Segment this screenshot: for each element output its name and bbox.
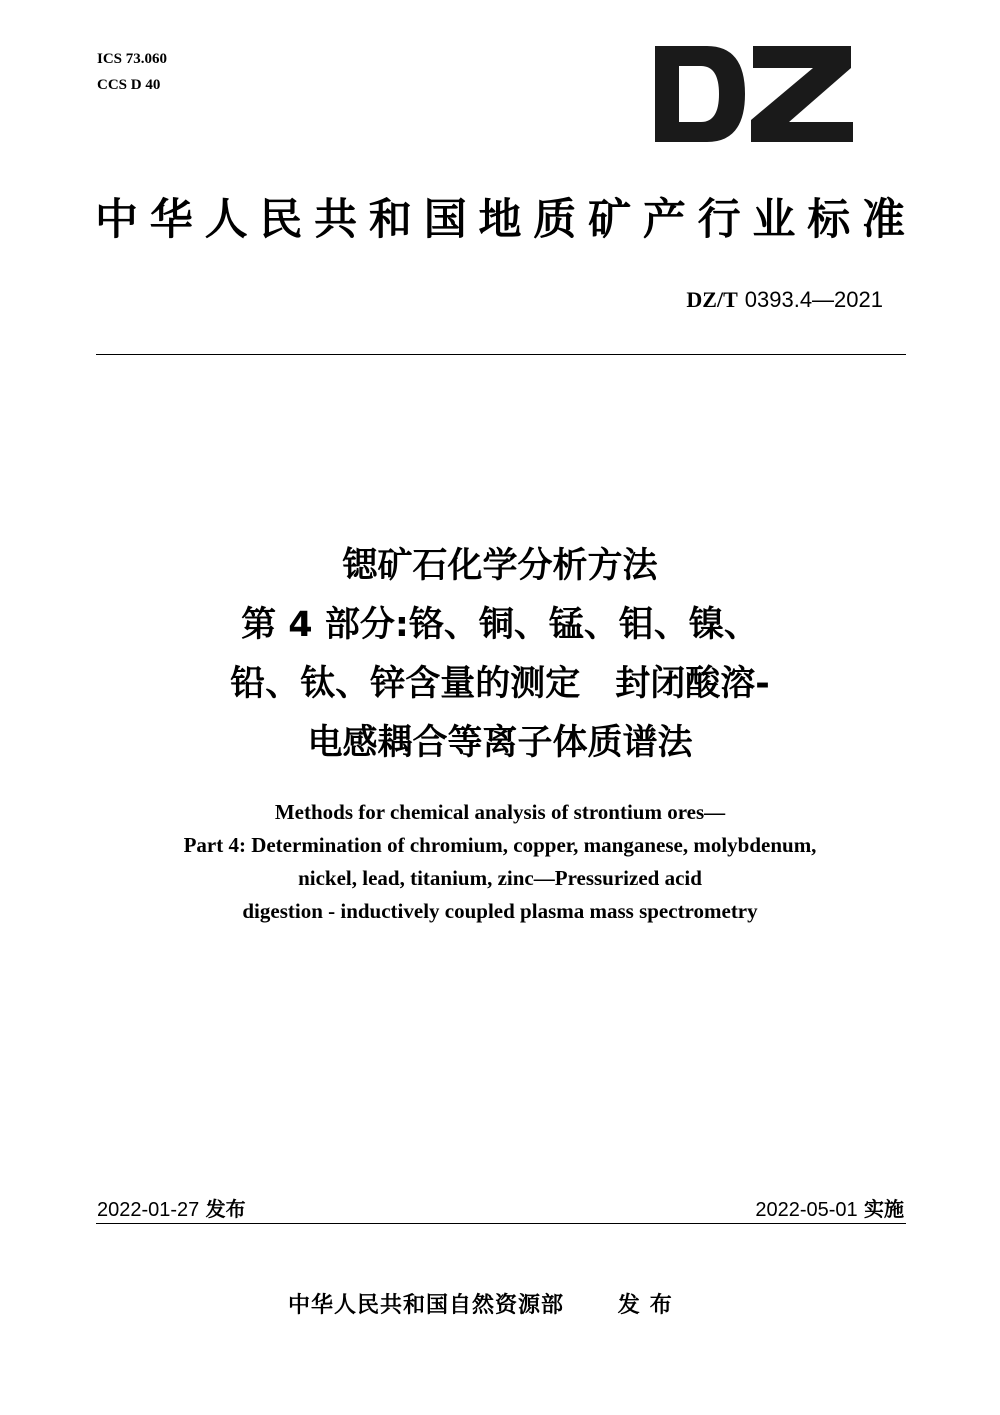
implementation-date-label: 实施	[864, 1197, 904, 1221]
standard-number-prefix: DZ/T	[686, 287, 738, 312]
ics-code: ICS 73.060	[97, 51, 168, 67]
issuer-action: 发布	[617, 1293, 682, 1318]
ccs-code: CCS D 40	[97, 77, 161, 93]
chinese-title-line: 锶矿石化学分析方法	[342, 546, 658, 586]
standard-number	[686, 286, 883, 315]
english-title-line: Part 4: Determination of chromium, copper, manganese, molybdenum,	[183, 833, 817, 857]
issue-date-label: 发布	[205, 1197, 246, 1221]
chinese-title-line: 电感耦合等离子体质谱法	[307, 723, 693, 763]
dz-logo-z	[751, 46, 853, 142]
standard-category-title: 中华人民共和国地质矿产行业标准	[95, 195, 907, 245]
issuer-organization: 中华人民共和国自然资源部	[288, 1293, 565, 1318]
english-title-line: Methods for chemical analysis of strontium ores—	[274, 800, 726, 824]
classification-codes	[97, 46, 167, 98]
dz-logo-d	[655, 46, 745, 142]
bottom-divider	[96, 1223, 906, 1224]
issue-date	[97, 1195, 246, 1224]
english-title-line: nickel, lead, titanium, zinc—Pressurized acid	[298, 866, 702, 890]
issuer	[288, 1290, 682, 1322]
issue-date-value: 2022-01-27	[97, 1199, 200, 1221]
english-title	[100, 796, 900, 928]
top-divider	[96, 354, 906, 355]
dz-logo	[655, 44, 855, 144]
chinese-title-line: 铅、钛、锌含量的测定 封闭酸溶-	[230, 664, 770, 704]
implementation-date-value: 2022-05-01	[755, 1199, 858, 1221]
english-title-line: digestion - inductively coupled plasma mass spectrometry	[242, 899, 758, 923]
chinese-title	[100, 537, 900, 773]
chinese-title-line: 第 4 部分:铬、铜、锰、钼、镍、	[241, 605, 759, 645]
standard-number-code: 0393.4—2021	[744, 287, 883, 312]
implementation-date	[755, 1195, 904, 1224]
